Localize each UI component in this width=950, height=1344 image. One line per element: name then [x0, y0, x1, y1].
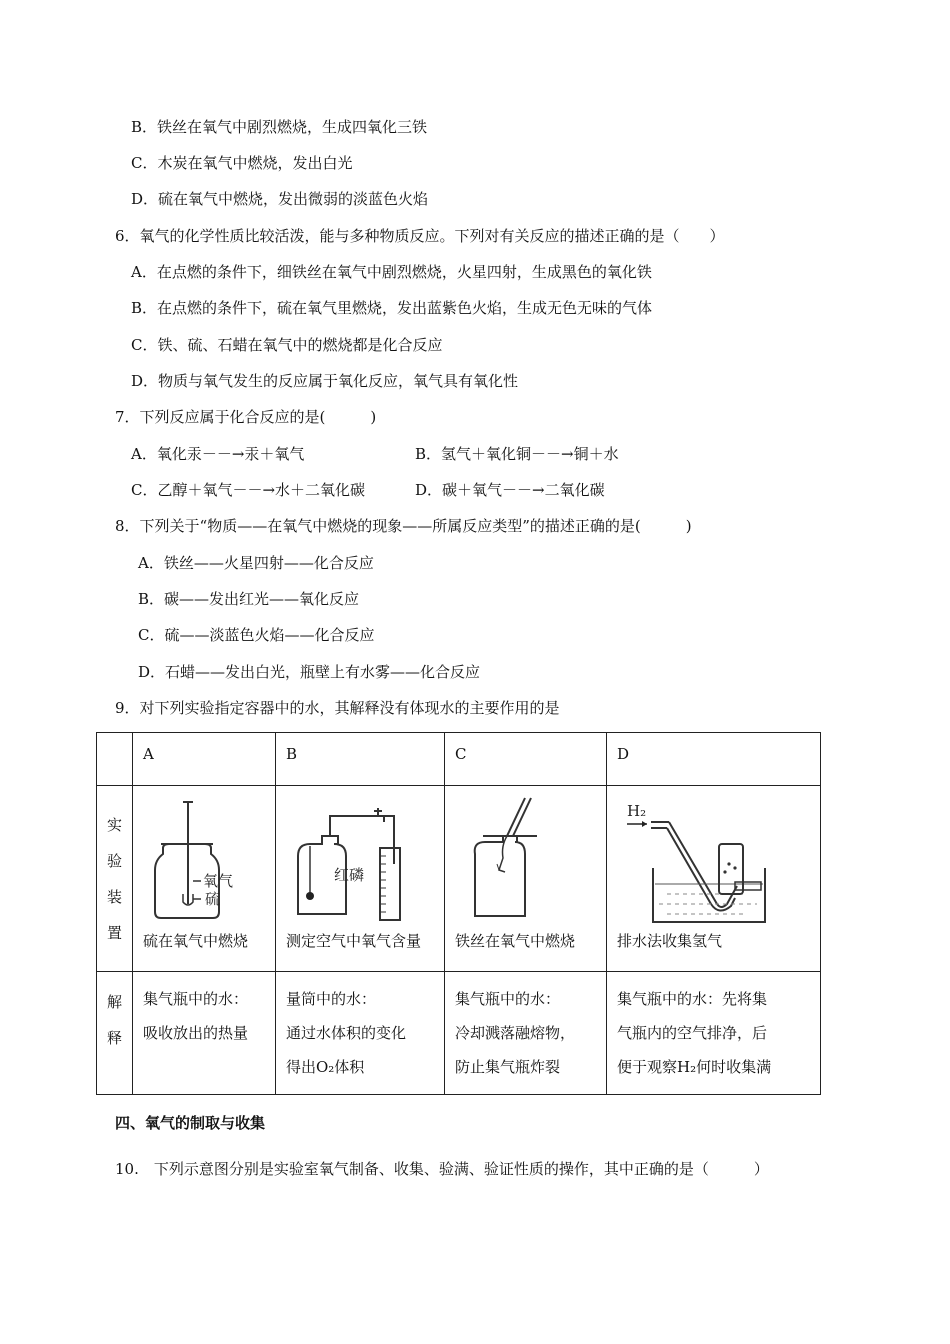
q8-option-b: B．碳——发出红光——氧化反应	[138, 590, 360, 608]
q7-option-c: C．乙醇＋氧气－－→水＋二氧化碳	[131, 481, 366, 499]
h2-label: H₂	[627, 802, 647, 820]
caption-c: 铁丝在氧气中燃烧	[455, 932, 576, 950]
q6-option-b: B．在点燃的条件下，硫在氧气里燃烧，发出蓝紫色火焰，生成无色无味的气体	[131, 299, 653, 317]
question-8: 8．下列关于“物质——在氧气中燃烧的现象——所属反应类型”的描述正确的是( )	[115, 517, 692, 535]
header-c: C	[445, 733, 607, 786]
q6-option-d: D．物质与氧气发生的反应属于氧化反应，氧气具有氧化性	[131, 372, 519, 390]
explanation-c: 集气瓶中的水： 冷却溅落融熔物， 防止集气瓶炸裂	[445, 972, 607, 1095]
table-header-row	[97, 733, 821, 786]
q8-option-a: A．铁丝——火星四射——化合反应	[138, 554, 374, 572]
section-4-heading: 四、氧气的制取与收集	[115, 1114, 266, 1132]
experiment-table	[96, 732, 821, 1095]
caption-d: 排水法收集氢气	[617, 932, 723, 950]
question-6: 6．氧气的化学性质比较活泼，能与多种物质反应。下列对有关反应的描述正确的是（ ）	[115, 227, 725, 245]
question-10: 10. 下列示意图分别是实验室氧气制备、收集、验满、验证性质的操作，其中正确的是（ ）	[115, 1160, 769, 1178]
caption-a: 硫在氧气中燃烧	[143, 932, 249, 950]
apparatus-b-cell	[276, 786, 445, 972]
q5-option-d: D．硫在氧气中燃烧，发出微弱的淡蓝色火焰	[131, 190, 429, 208]
q7-option-a: A．氧化汞－－→汞＋氧气	[131, 445, 305, 463]
question-7: 7．下列反应属于化合反应的是( )	[115, 408, 377, 426]
sulfur-combustion-figure	[133, 786, 275, 926]
phosphorus-label: 红磷	[334, 866, 365, 884]
q8-option-d: D．石蜡——发出白光，瓶壁上有水雾——化合反应	[138, 663, 481, 681]
q5-option-b: B．铁丝在氧气中剧烈燃烧，生成四氧化三铁	[131, 118, 428, 136]
q7-option-d: D．碳＋氧气－－→二氧化碳	[415, 481, 605, 499]
question-9: 9．对下列实验指定容器中的水，其解释没有体现水的主要作用的是	[115, 699, 560, 717]
explanation-b: 量筒中的水： 通过水体积的变化 得出O₂体积	[276, 972, 445, 1095]
apparatus-d-cell	[607, 786, 821, 972]
header-a: A	[133, 733, 276, 786]
header-empty-cell	[97, 733, 133, 786]
q6-option-c: C．铁、硫、石蜡在氧气中的燃烧都是化合反应	[131, 336, 443, 354]
apparatus-row-label: 实 验 装 置	[97, 786, 133, 972]
header-b: B	[276, 733, 445, 786]
hydrogen-collection-figure	[607, 786, 819, 926]
explanation-row	[97, 972, 821, 1095]
oxygen-content-figure	[276, 786, 444, 926]
iron-combustion-figure	[445, 786, 605, 926]
explanation-d: 集气瓶中的水：先将集 气瓶内的空气排净，后 便于观察H₂何时收集满	[607, 972, 821, 1095]
explanation-row-label: 解 释	[97, 972, 133, 1095]
sulfur-label: 硫	[205, 890, 221, 908]
apparatus-row	[97, 786, 821, 972]
q5-option-c: C．木炭在氧气中燃烧，发出白光	[131, 154, 353, 172]
q8-option-c: C．硫——淡蓝色火焰——化合反应	[138, 626, 375, 644]
apparatus-c-cell	[445, 786, 607, 972]
oxygen-label: 氧气	[203, 872, 234, 890]
q7-option-b: B．氢气＋氧化铜－－→铜＋水	[415, 445, 619, 463]
explanation-a: 集气瓶中的水： 吸收放出的热量	[133, 972, 276, 1095]
header-d: D	[607, 733, 821, 786]
apparatus-a-cell	[133, 786, 276, 972]
caption-b: 测定空气中氧气含量	[286, 932, 422, 950]
q6-option-a: A．在点燃的条件下，细铁丝在氧气中剧烈燃烧，火星四射，生成黑色的氧化铁	[131, 263, 652, 281]
